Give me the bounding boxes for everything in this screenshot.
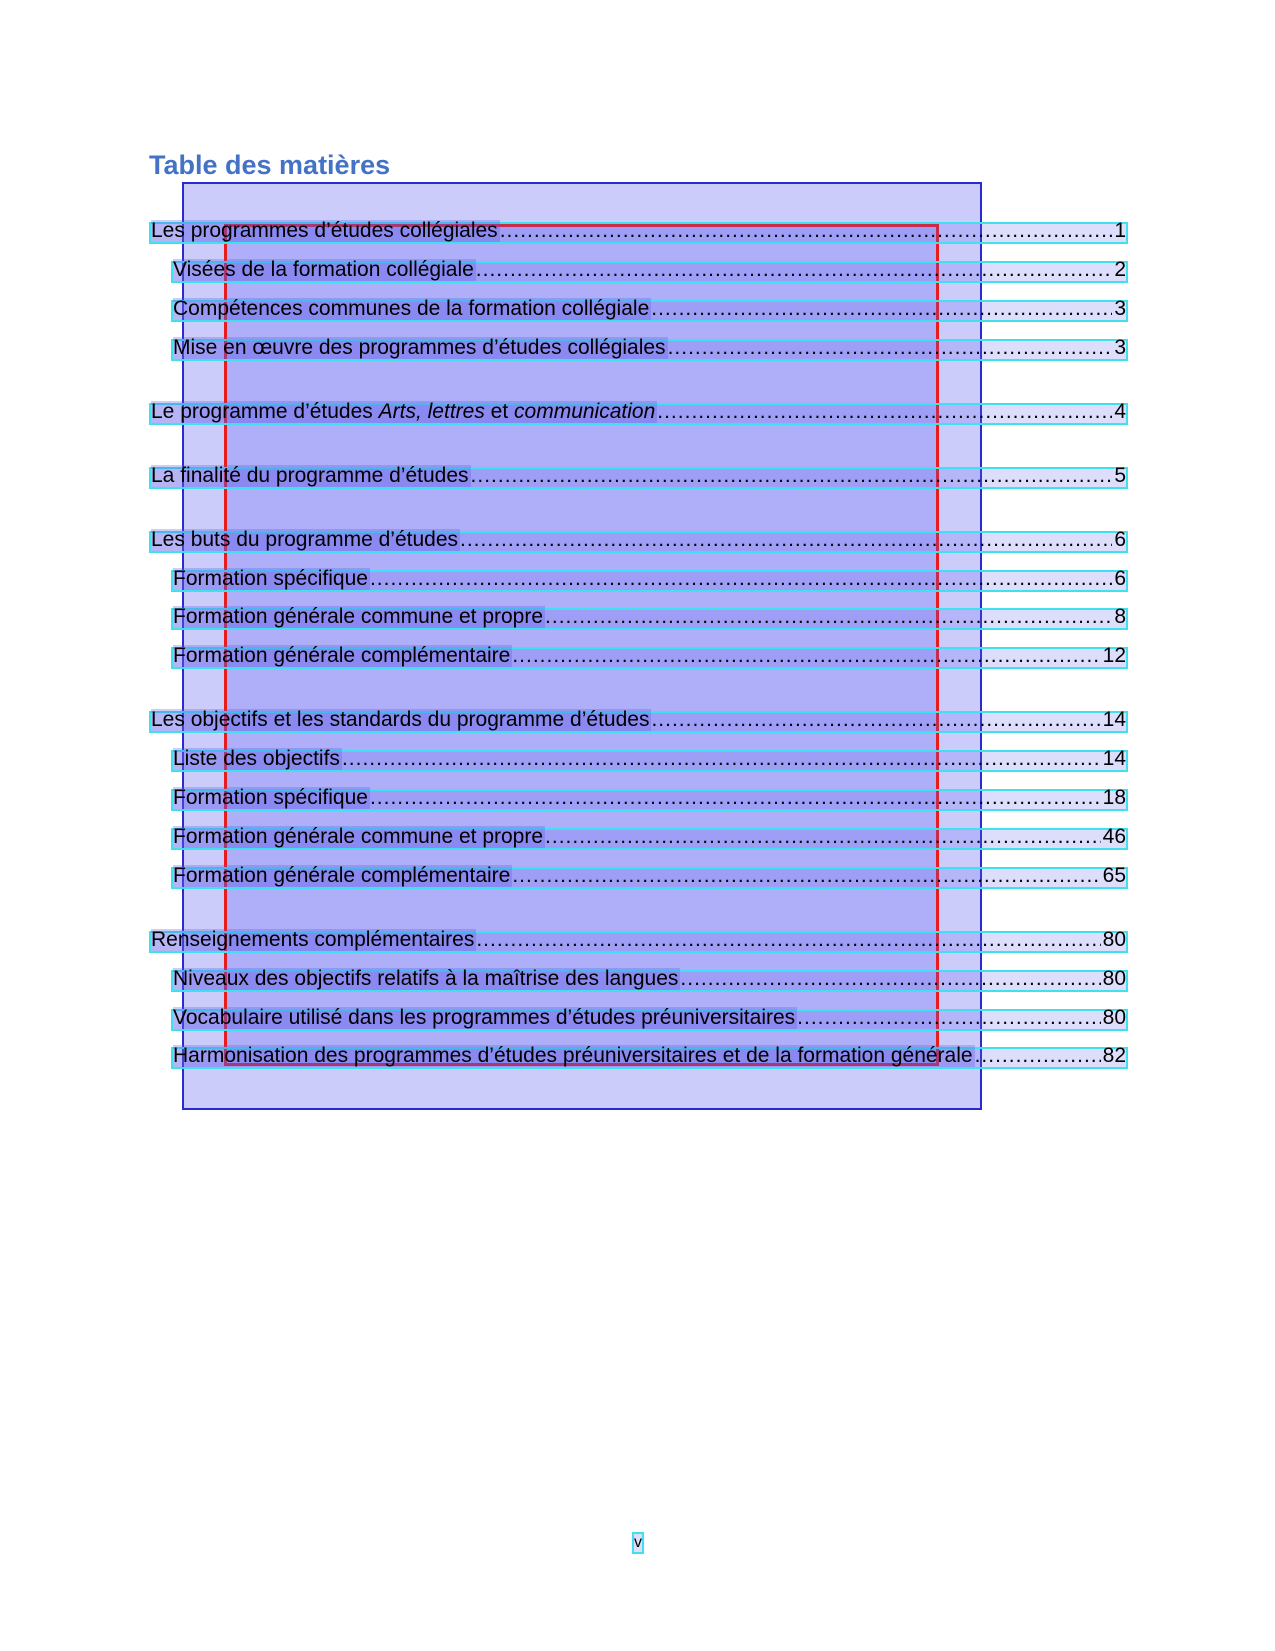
- toc-entry-buts-formation-generale-complementaire[interactable]: [171, 644, 1128, 669]
- toc-entry-buts[interactable]: [149, 528, 1128, 553]
- page-title: Table des matières: [149, 150, 391, 180]
- toc-entry-buts-formation-generale-commune[interactable]: [171, 605, 1128, 630]
- toc-dot-leader: [680, 968, 1100, 990]
- toc-entry-liste-objectifs[interactable]: [171, 747, 1128, 772]
- toc-entry-vocabulaire[interactable]: [171, 1006, 1128, 1031]
- toc-entry-label: Liste des objectifs: [173, 747, 340, 770]
- toc-dot-leader: [476, 929, 1100, 951]
- toc-entry-label: Formation générale commune et propre: [173, 605, 544, 628]
- toc-entry-page: 82: [1102, 1044, 1126, 1067]
- toc-entry-page: 14: [1102, 747, 1126, 770]
- toc-entry-label: Formation spécifique: [173, 567, 368, 590]
- toc-entry-label: Le programme d’études Arts, lettres et communication: [151, 400, 656, 423]
- toc-entry-page: 5: [1114, 464, 1126, 487]
- toc-entry-programme-alc[interactable]: [149, 400, 1128, 425]
- toc-dot-leader: [512, 865, 1100, 887]
- toc-entry-page: 80: [1102, 967, 1126, 990]
- toc-entry-page: 3: [1114, 336, 1126, 359]
- toc-entry-label: Visées de la formation collégiale: [173, 258, 474, 281]
- toc-entry-page: 6: [1114, 528, 1126, 551]
- toc-dot-leader: [975, 1045, 1101, 1067]
- toc-entry-page: 8: [1114, 605, 1126, 628]
- toc-dot-leader: [668, 337, 1113, 359]
- toc-entry-label: Renseignements complémentaires: [151, 928, 475, 951]
- toc-entry-label: Les buts du programme d’études: [151, 528, 459, 551]
- toc-entry-page: 80: [1102, 928, 1126, 951]
- toc-entry-label: Vocabulaire utilisé dans les programmes d’études préuniversitaires: [173, 1006, 796, 1029]
- toc-entry-harmonisation[interactable]: [171, 1044, 1128, 1069]
- toc-entry-niveaux-langues[interactable]: [171, 967, 1128, 992]
- toc-dot-leader: [500, 220, 1113, 242]
- toc-entry-page: 1: [1114, 219, 1126, 242]
- toc-dot-leader: [512, 645, 1100, 667]
- toc-entry-label: Mise en œuvre des programmes d’études collégiales: [173, 336, 666, 359]
- toc-entry-label: Compétences communes de la formation collégiale: [173, 297, 650, 320]
- toc-entry-label: Formation générale complémentaire: [173, 644, 511, 667]
- toc-entry-label: Harmonisation des programmes d’études préuniversitaires et de la formation générale: [173, 1044, 973, 1067]
- toc-dot-leader: [797, 1007, 1100, 1029]
- toc-entry-label: Niveaux des objectifs relatifs à la maîtrise des langues: [173, 967, 679, 990]
- toc-entry-page: 12: [1102, 644, 1126, 667]
- toc-entry-label: Les programmes d’études collégiales: [151, 219, 498, 242]
- toc-entry-page: 18: [1102, 786, 1126, 809]
- toc-dot-leader: [545, 826, 1101, 848]
- toc-entry-label: La finalité du programme d’études: [151, 464, 469, 487]
- toc-entry-label: Formation générale commune et propre: [173, 825, 544, 848]
- toc-entry-page: 80: [1102, 1006, 1126, 1029]
- toc-entry-label: Formation générale complémentaire: [173, 864, 511, 887]
- toc-entry-page: 46: [1102, 825, 1126, 848]
- toc-entry-objectifs-formation-specifique[interactable]: [171, 786, 1128, 811]
- toc-entry-programmes-collegiaux[interactable]: [149, 219, 1128, 244]
- toc-dot-leader: [651, 298, 1112, 320]
- toc-entry-visees[interactable]: [171, 258, 1128, 283]
- toc-dot-leader: [471, 465, 1113, 487]
- toc-dot-leader: [545, 606, 1112, 628]
- toc-dot-leader: [651, 709, 1100, 731]
- toc-entry-mise-en-oeuvre[interactable]: [171, 336, 1128, 361]
- toc-entry-objectifs-formation-generale-commune[interactable]: [171, 825, 1128, 850]
- toc-entry-competences-communes[interactable]: [171, 297, 1128, 322]
- toc-entry-buts-formation-specifique[interactable]: [171, 567, 1128, 592]
- toc-entry-finalite[interactable]: [149, 464, 1128, 489]
- toc-entry-objectifs-formation-generale-complementaire[interactable]: [171, 864, 1128, 889]
- toc-entry-page: 65: [1102, 864, 1126, 887]
- toc-dot-leader: [476, 259, 1113, 281]
- toc-entry-page: 2: [1114, 258, 1126, 281]
- toc-entry-page: 14: [1102, 708, 1126, 731]
- toc-dot-leader: [370, 787, 1101, 809]
- toc-entry-page: 6: [1114, 567, 1126, 590]
- toc-entry-page: 3: [1114, 297, 1126, 320]
- toc-dot-leader: [460, 529, 1112, 551]
- toc-dot-leader: [657, 401, 1112, 423]
- page-number: v: [632, 1532, 644, 1554]
- toc-entry-renseignements[interactable]: [149, 928, 1128, 953]
- toc-entry-label: Les objectifs et les standards du programme d’études: [151, 708, 650, 731]
- toc-dot-leader: [342, 748, 1101, 770]
- toc-dot-leader: [370, 568, 1112, 590]
- toc-entry-page: 4: [1114, 400, 1126, 423]
- toc-entry-objectifs-standards[interactable]: [149, 708, 1128, 733]
- toc-entry-label: Formation spécifique: [173, 786, 368, 809]
